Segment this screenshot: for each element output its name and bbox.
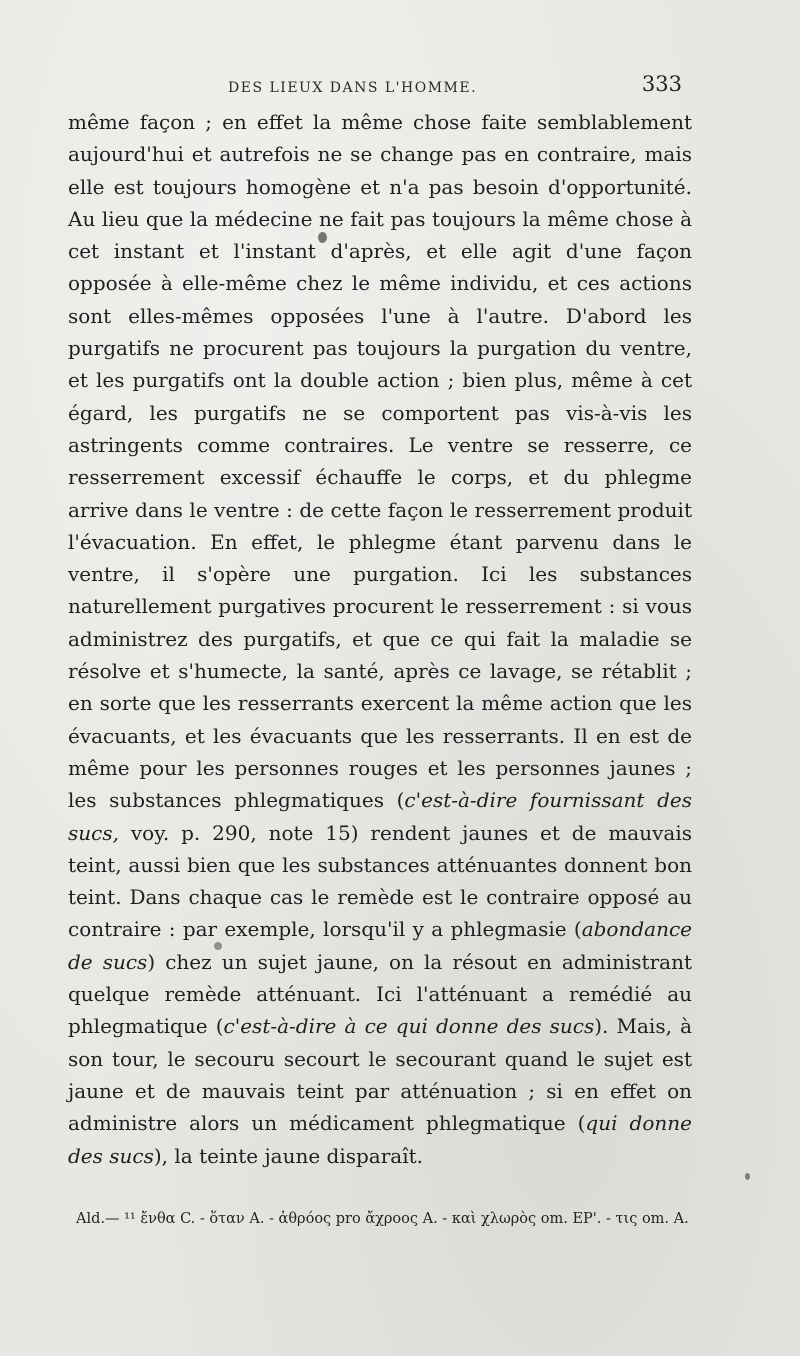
body-text <box>68 106 692 1172</box>
italic-gloss: c'est-à-dire à ce qui donne des sucs <box>223 1014 595 1039</box>
italic-gloss: qui donne des sucs <box>68 1111 692 1168</box>
page-header <box>78 72 688 104</box>
running-head: DES LIEUX DANS L'HOMME. <box>228 80 478 96</box>
text-segment: même façon ; en effet la même chose faite semblablement aujourd'hui et autrefois ne se change pas en contraire, mais elle est toujours homogène et n'a pas besoin d'opportunité. Au lieu que la médecine ne fait pas toujours la même chose à cet instant et l'instant d'après, et elle agit d'une façon opposée à elle-même chez le même individu, et ces actions sont elles-mêmes opposées l'une à l'autre. D'abord les purgatifs ne procurent pas toujours la purgation du ventre, et les purgatifs ont la double action ; bien plus, même à cet égard, les purgatifs ne se comportent pas vis-à-vis les astringents comme contraires. Le ventre se resserre, ce resserrement excessif échauffe le corps, et du phlegme arrive dans le ventre : de cette façon le resserrement produit l'évacuation. En effet, le phlegme étant parvenu dans le ventre, il s'opère une purgation. Ici les substances naturellement purgatives procurent le resserrement : si vous administrez des purgatifs, et que ce qui fait la maladie se résolve et s'humecte, la santé, après ce lavage, se rétablit ; en sorte que les resserrants exercent la même action que les évacuants, et les évacuants que les resserrants. Il en est de même pour les personnes rouges et les personnes jaunes ; les substances phlegmatiques ( <box>68 110 692 813</box>
footnote: Ald.— ¹¹ ἔνθα C. - ὅταν A. - ἀθρόος pro ἄχροος A. - καὶ χλωρὸς om. EP'. - τις om. A. <box>76 1211 689 1227</box>
italic-gloss: c'est-à-dire fournissant des sucs, <box>68 788 692 845</box>
text-segment: ), la teinte jaune disparaît. <box>153 1143 423 1168</box>
main-paragraph <box>68 106 692 1172</box>
text-segment: ) chez un sujet jaune, on la résout en administrant quelque remède atténuant. Ici l'atténuant a remédié au phlegmatique ( <box>68 949 692 1039</box>
ink-spot <box>745 1173 750 1180</box>
page-number: 333 <box>641 72 682 96</box>
text-segment: ). Mais, à son tour, le secouru secourt le secourant quand le sujet est jaune et de mauvais teint par atténuation ; si en effet on administre alors un médicament phlegmatique ( <box>68 1014 692 1136</box>
italic-gloss: abondance de sucs <box>68 917 692 974</box>
text-segment: voy. p. 290, note 15) rendent jaunes et de mauvais teint, aussi bien que les substances atténuantes donnent bon teint. Dans chaque cas le remède est le contraire opposé au contraire : par exemple, lorsqu'il y a phlegmasie ( <box>68 820 692 942</box>
